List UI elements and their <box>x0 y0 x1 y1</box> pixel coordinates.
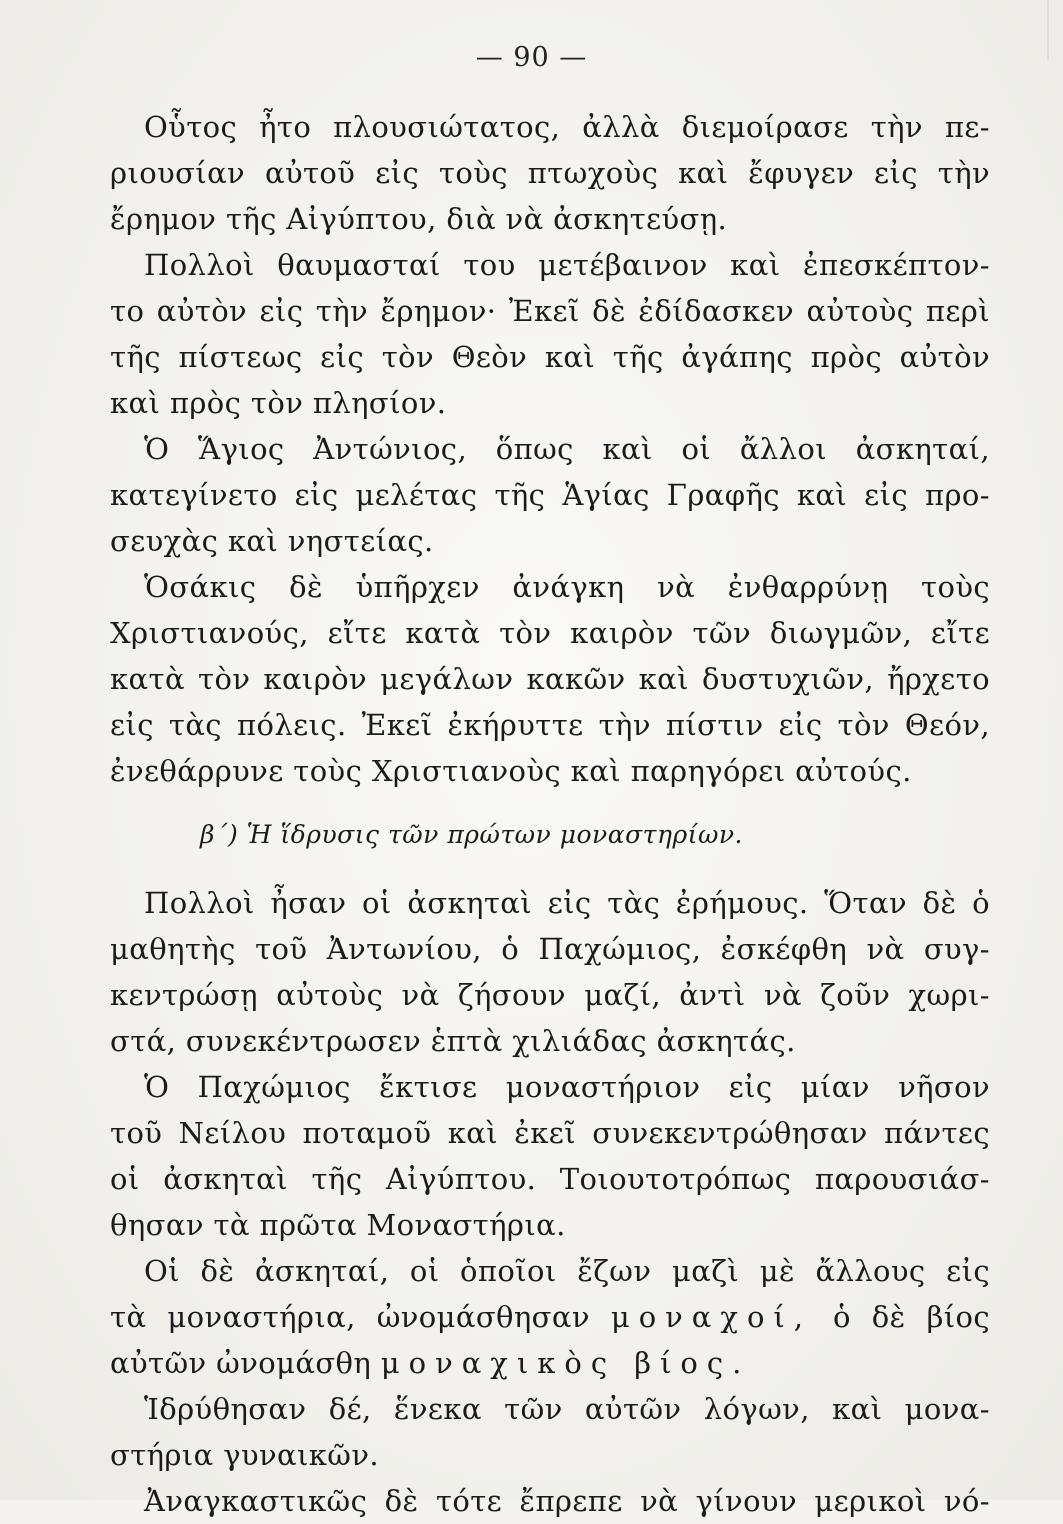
spaced-term-monastic-life: μοναχικὸς βίος. <box>380 1346 751 1380</box>
section-subheading: β΄) Ἡ ἵδρυσις τῶν πρώτων μοναστηρίων. <box>200 820 743 849</box>
text-line: κεντρώσῃ αὐτοὺς νὰ ζήσουν μαζί, ἀντὶ νὰ ζοῦν χωρι- <box>110 978 990 1012</box>
text-line: σευχὰς καὶ νηστείας. <box>110 524 434 558</box>
text-line: μαθητὴς τοῦ Ἀντωνίου, ὁ Παχώμιος, ἐσκέφθη νὰ συγ- <box>110 932 990 966</box>
text-line-content: αὐτῶν ὠνομάσθη <box>110 1346 372 1380</box>
text-line: Πολλοὶ θαυμασταί του μετέβαινον καὶ ἐπεσκέπτον- <box>144 248 990 282</box>
spaced-term-monks: μοναχοί, <box>610 1300 813 1334</box>
text-line: Ὁσάκις δὲ ὑπῆρχεν ἀνάγκη νὰ ἐνθαρρύνῃ τοὺς <box>144 570 990 604</box>
text-line <box>110 1248 990 1294</box>
text-line: Χριστιανούς, εἴτε κατὰ τὸν καιρὸν τῶν διωγμῶν, εἴτε <box>110 616 990 650</box>
text-line: κατὰ τὸν καιρὸν μεγάλων κακῶν καὶ δυστυχιῶν, ἤρχετο <box>110 662 990 696</box>
monks-paragraph <box>110 1248 990 1386</box>
body-text <box>110 104 990 1524</box>
text-line <box>110 1294 990 1340</box>
text-line: στά, συνεκέντρωσεν ἑπτὰ χιλιάδας ἀσκητάς. <box>110 1024 796 1058</box>
text-line: Πολλοὶ ἦσαν οἱ ἀσκηταὶ εἰς τὰς ἐρήμους. Ὅταν δὲ ὁ <box>144 886 990 920</box>
text-line: Ὁ Παχώμιος ἔκτισε μοναστήριον εἰς μίαν νῆσον <box>144 1070 990 1104</box>
text-line: εἰς τὰς πόλεις. Ἐκεῖ ἐκήρυττε τὴν πίστιν εἰς τὸν Θεόν, <box>110 708 990 742</box>
text-line-content: ὁ δὲ βίος <box>832 1300 991 1334</box>
text-line <box>110 1340 990 1386</box>
text-block-end <box>110 1386 990 1524</box>
text-block-before-heading <box>110 104 990 794</box>
text-line: Ἱδρύθησαν δέ, ἕνεκα τῶν αὐτῶν λόγων, καὶ μονα- <box>144 1392 990 1426</box>
text-line: κατεγίνετο εἰς μελέτας τῆς Ἁγίας Γραφῆς καὶ εἰς προ- <box>110 478 990 512</box>
text-line: Ἀναγκαστικῶς δὲ τότε ἔπρεπε νὰ γίνουν μερικοὶ νό- <box>144 1484 990 1518</box>
text-line: ριουσίαν αὐτοῦ εἰς τοὺς πτωχοὺς καὶ ἔφυγεν εἰς τὴν <box>110 156 990 190</box>
text-line: τῆς πίστεως εἰς τὸν Θεὸν καὶ τῆς ἀγάπης πρὸς αὐτὸν <box>110 340 990 374</box>
text-block-after-heading <box>110 880 990 1248</box>
text-line: το αὐτὸν εἰς τὴν ἔρημον· Ἐκεῖ δὲ ἐδίδασκεν αὐτοὺς περὶ <box>110 294 990 328</box>
page-number: — 90 — <box>475 42 588 73</box>
text-line: οἱ ἀσκηταὶ τῆς Αἰγύπτου. Τοιουτοτρόπως παρουσιάσ- <box>110 1162 990 1196</box>
text-line: θησαν τὰ πρῶτα Μοναστήρια. <box>110 1208 566 1242</box>
text-line-content: Οἱ δὲ ἀσκηταί, οἱ ὁποῖοι ἔζων μαζὶ μὲ ἄλλους εἰς <box>144 1254 990 1288</box>
text-line: τοῦ Νείλου ποταμοῦ καὶ ἐκεῖ συνεκεντρώθησαν πάντες <box>110 1116 990 1150</box>
text-line: Ὁ Ἅγιος Ἀντώνιος, ὅπως καὶ οἱ ἄλλοι ἀσκηταί, <box>144 432 990 466</box>
text-line: καὶ πρὸς τὸν πλησίον. <box>110 386 447 420</box>
text-line: ἔρημον τῆς Αἰγύπτου, διὰ νὰ ἀσκητεύσῃ. <box>110 202 728 236</box>
text-line: Οὗτος ἦτο πλουσιώτατος, ἀλλὰ διεμοίρασε τὴν πε- <box>144 110 990 144</box>
text-line: ἐνεθάρρυνε τοὺς Χριστιανοὺς καὶ παρηγόρει αὐτούς. <box>110 754 912 788</box>
text-line: στήρια γυναικῶν. <box>110 1438 379 1472</box>
text-line-content: τὰ μοναστήρια, ὠνομάσθησαν <box>110 1300 590 1334</box>
